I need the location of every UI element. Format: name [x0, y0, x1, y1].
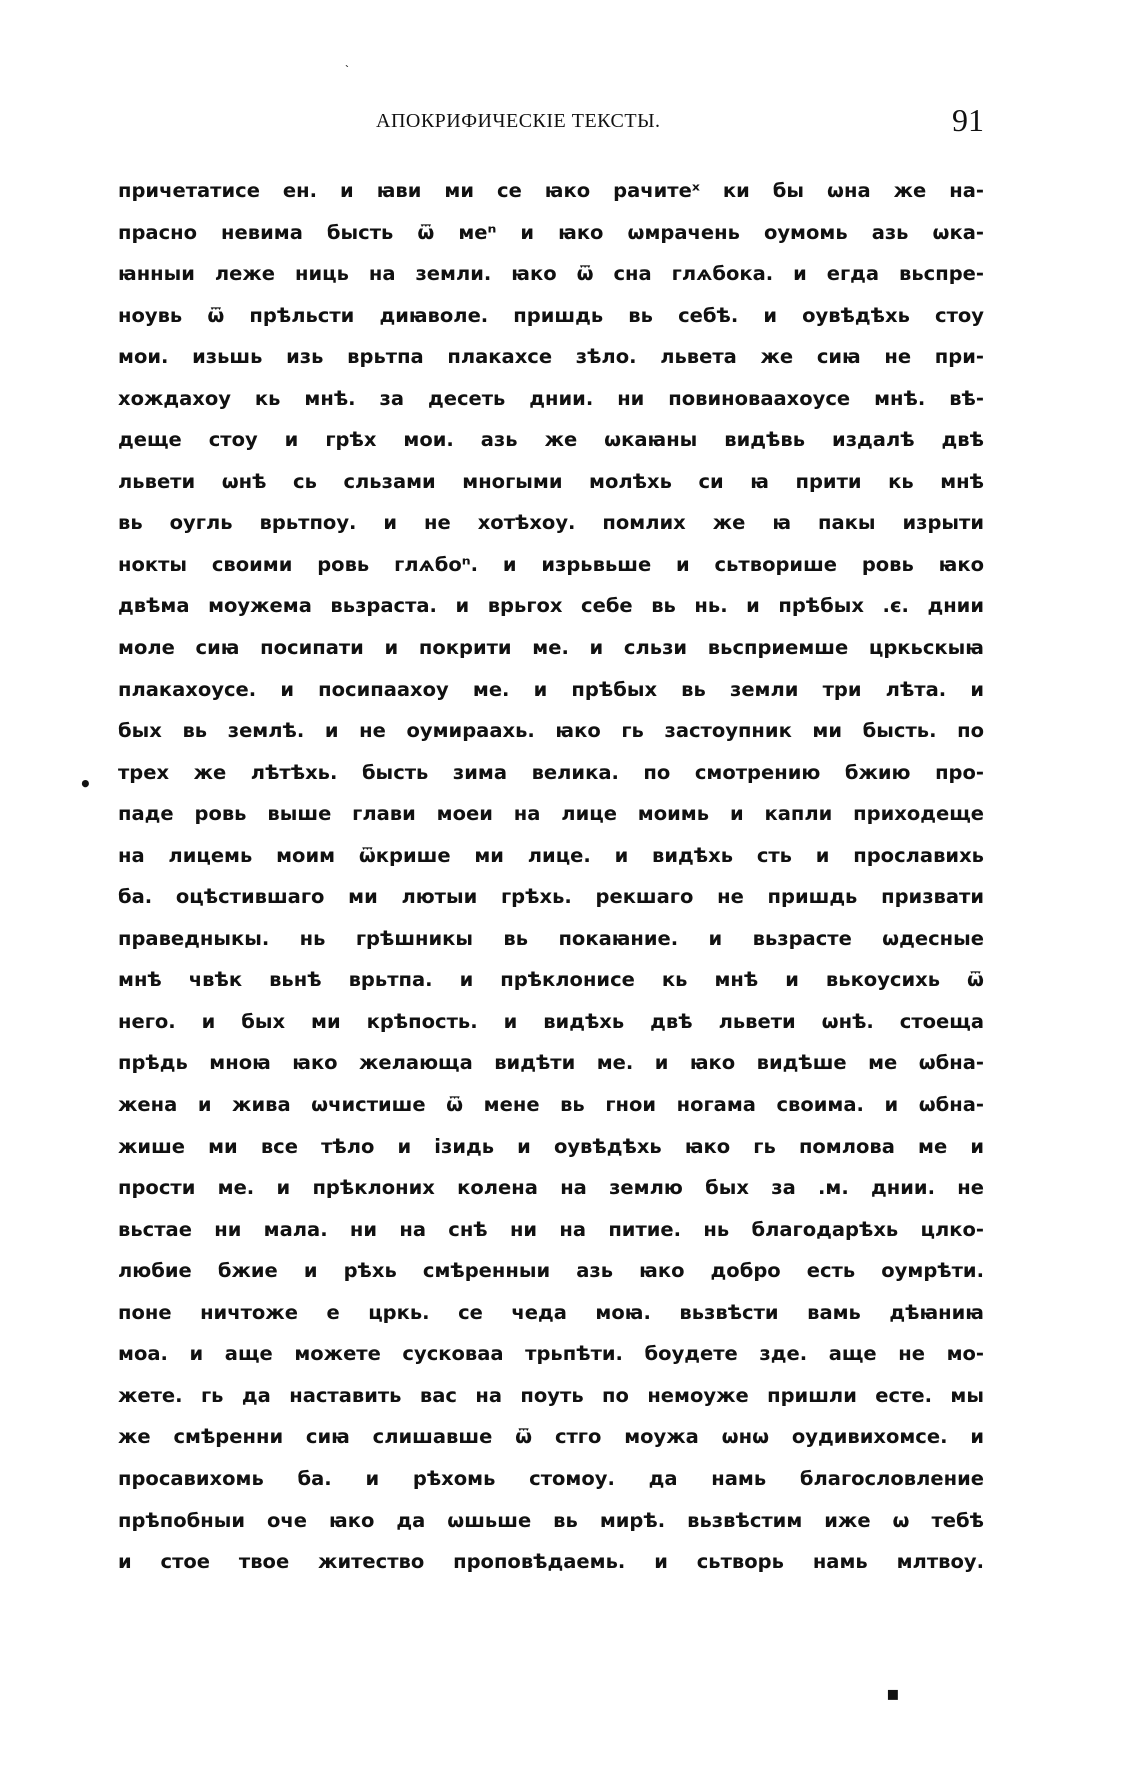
margin-dot: •: [79, 772, 92, 796]
text-line: прости ме. и прѣклоних колена на землю бых за .м. днии. не: [118, 1176, 984, 1200]
text-line: мои. изьшь изь врьтпа плакахсе зѣло. львета же сиꙗ не при-: [118, 345, 984, 369]
text-line: прѣпобныи оче ꙗко да ѡшьше вь мирѣ. вьзвѣстим иже ѡ тебѣ: [118, 1508, 984, 1532]
running-title: АПОКРИФИЧЕСКІЕ ТЕКСТЫ.: [376, 110, 661, 132]
text-line: на лицемь моим ѿкрише ми лице. и видѣхь сть и прославихь: [118, 843, 984, 867]
text-line: хождахоу кь мнѣ. за десеть днии. ни повиноваахоусе мнѣ. вѣ-: [118, 386, 984, 410]
text-line: него. и бых ми крѣпость. и видѣхь двѣ львети ѡнѣ. стоеща: [118, 1009, 984, 1033]
text-line: жише ми все тѣло и ізидь и оувѣдѣхь ꙗко гь помлова ме и: [118, 1134, 984, 1158]
text-line: бых вь землѣ. и не оумираахь. ꙗко гь застоупник ми бысть. по: [118, 719, 984, 743]
text-line: ꙗнныи леже ниць на земли. ꙗко ѿ сна глѧбока. и егда вьспре-: [118, 262, 984, 286]
text-line: львети ѡнѣ сь сльзами многыми молѣхь си ꙗ прити кь мнѣ: [118, 469, 984, 493]
text-line: любие бжие и рѣхь смѣренныи азь ꙗко добро есть оумрѣти.: [118, 1259, 984, 1283]
text-line: и стое твое житество проповѣдаемь. и сьтворь намь млтвоу.: [118, 1550, 984, 1574]
text-line: же смѣренни сиꙗ слишавше ѿ стго моужа ѡнѡ оудивихомсе. и: [118, 1425, 984, 1449]
text-line: трех же лѣтѣхь. бысть зима велика. по смотрению бжию про-: [118, 760, 984, 784]
text-line: паде ровь выше глави моеи на лице моимь и капли приходеще: [118, 802, 984, 826]
text-line: ноувь ѿ прѣльсти диꙗволе. пришдь вь себѣ. и оувѣдѣхь стоу: [118, 303, 984, 327]
text-line: причетатисе ен. и ꙗви ми се ꙗко рачитеˣ ки бы ѡна же на-: [118, 179, 984, 202]
text-line: вьстае ни мала. ни на снѣ ни на питие. нь благодарѣхь цлко-: [118, 1217, 984, 1241]
text-line: нокты своими ровь глѧбоⁿ. и изрьвьше и сьтворише ровь ꙗко: [118, 552, 984, 576]
text-line: моле сиꙗ посипати и покрити ме. и сльзи вьсприемше цркьскыꙗ: [118, 636, 984, 660]
scan-speck: ▪: [886, 1681, 900, 1705]
text-line: праведныкы. нь грѣшникы вь покаꙗние. и вьзрасте ѡдесные: [118, 926, 984, 950]
text-line: двѣма моужема вьзраста. и врьгох себе вь нь. и прѣбых .є. днии: [118, 594, 984, 618]
text-line: мнѣ чвѣк вьнѣ врьтпа. и прѣклонисе кь мнѣ и вькоусихь ѿ: [118, 968, 984, 992]
text-line: жете. гь да наставить вас на поуть по немоуже пришли есте. мы: [118, 1383, 984, 1407]
text-line: деще стоу и грѣх мои. азь же ѡкаꙗны видѣвь издалѣ двѣ: [118, 428, 984, 452]
text-line: ба. оцѣстившаго ми лютыи грѣхь. рекшаго не пришдь призвати: [118, 885, 984, 909]
text-line: моа. и аще можете сусковаа трьпѣти. боудете зде. аще не мо-: [118, 1342, 984, 1366]
running-head: [118, 102, 984, 142]
text-line: плакахоусе. и посипаахоу ме. и прѣбых вь земли три лѣта. и: [118, 677, 984, 701]
text-line: прасно невима бысть ѿ меⁿ и ꙗко ѡмрачень оумомь азь ѡка-: [118, 220, 984, 244]
text-line: прѣдь мноꙗ ꙗко желающа видѣти ме. и ꙗко видѣше ме ѡбна-: [118, 1051, 984, 1075]
page-number: 91: [952, 102, 984, 138]
text-line: вь оугль врьтпоу. и не хотѣхоу. помлих же ꙗ пакы изрыти: [118, 511, 984, 535]
text-line: поне ничтоже е цркь. се чеда моꙗ. вьзвѣсти вамь дѣꙗниꙗ: [118, 1300, 984, 1324]
text-line: просавихомь ба. и рѣхомь стомоу. да намь благословление: [118, 1466, 984, 1490]
scan-speck: ˋ: [345, 65, 350, 76]
text-line: жена и жива ѡчистише ѿ мене вь гнои ногама своима. и ѡбна-: [118, 1093, 984, 1117]
text-body: [118, 170, 984, 1583]
